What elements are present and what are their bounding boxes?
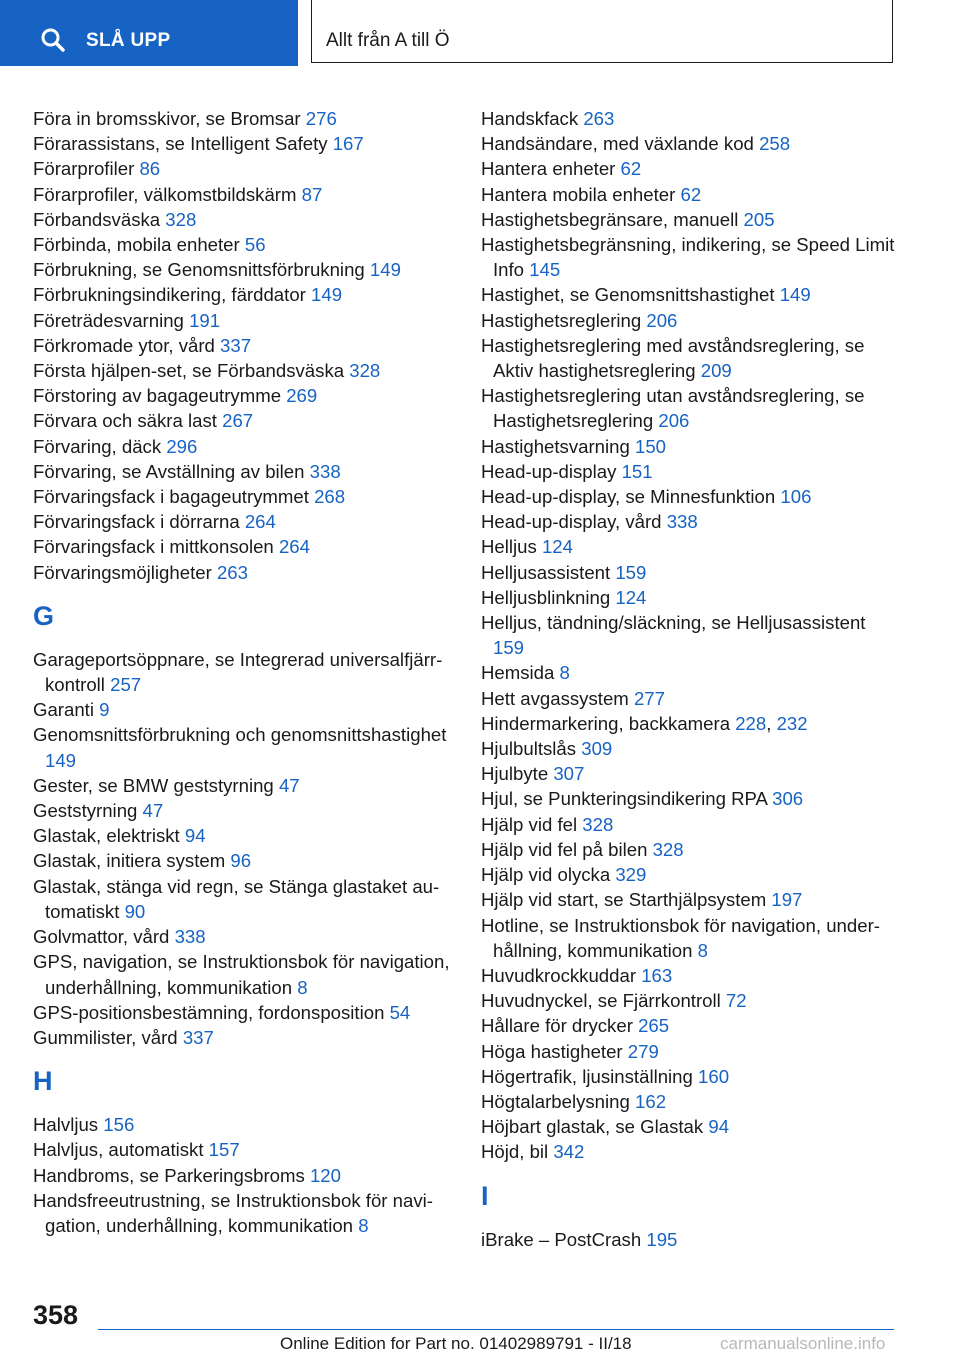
page-link[interactable]: 56 (244, 234, 266, 256)
page-link[interactable]: 162 (635, 1090, 667, 1112)
index-entry-text: Högertrafik, ljusinställning (481, 1065, 699, 1087)
page-link[interactable]: 8 (697, 939, 708, 961)
watermark: carmanualsonline.info (720, 1334, 886, 1353)
page-link[interactable]: 157 (208, 1139, 240, 1161)
page-link[interactable]: 163 (641, 964, 673, 986)
page-link[interactable]: 62 (620, 158, 642, 180)
page-link[interactable]: 279 (627, 1040, 659, 1062)
page-link[interactable]: 328 (165, 208, 197, 230)
index-entry-text: iBrake – PostCrash (481, 1228, 647, 1250)
index-entry (33, 798, 453, 823)
page-link[interactable]: 159 (493, 637, 525, 659)
page-link[interactable]: 120 (309, 1164, 341, 1186)
page-link[interactable]: 145 (529, 259, 561, 281)
section-title-tab (311, 0, 893, 63)
index-entry (33, 182, 453, 207)
search-icon (40, 27, 66, 53)
index-entry-text: Hållare för drycker (481, 1015, 639, 1037)
index-entry-text: Hjälp vid fel på bilen (481, 838, 653, 860)
page-link[interactable]: 156 (103, 1114, 135, 1136)
index-entry-text: Förvaringsfack i mittkonsolen (33, 536, 279, 558)
index-entry (481, 786, 901, 811)
page-link[interactable]: 9 (99, 699, 110, 721)
index-entry-text: Hjälp vid start, se Starthjälpsystem (481, 889, 772, 911)
index-entry-text: Genomsnittsförbrukning och genomsnittshastighet (33, 724, 447, 746)
index-entry-text: Förvara och säkra last (33, 410, 223, 432)
index-entry-text: Förbrukning, se Genomsnittsförbrukning (33, 259, 370, 281)
index-entry (33, 484, 453, 509)
index-entry (33, 560, 453, 585)
index-entry (481, 131, 901, 156)
page-link[interactable]: 197 (771, 889, 803, 911)
index-entry (481, 812, 901, 837)
index-entry-text: Förkromade ytor, vård (33, 334, 221, 356)
index-entry (33, 434, 453, 459)
index-entry-text: Hjälp vid olycka (481, 864, 616, 886)
page-link[interactable]: 47 (142, 800, 164, 822)
index-entry-text: Handskfack (481, 108, 584, 129)
index-entry (33, 1000, 453, 1025)
page-number: 358 (33, 1300, 79, 1330)
page-link[interactable]: 276 (305, 108, 337, 129)
index-entry (481, 182, 901, 207)
index-entry (481, 1227, 901, 1252)
index-entry (481, 308, 901, 333)
index-entry-text: Gester, se BMW geststyrning (33, 774, 279, 796)
index-column-left (33, 106, 453, 1238)
page-link[interactable]: 328 (349, 360, 381, 382)
index-entry-text: Förbinda, mobila enheter (33, 234, 245, 256)
page-link[interactable]: 264 (278, 536, 310, 558)
index-entry-text: Förvaring, se Avställning av bilen (33, 460, 310, 482)
index-entry-text: Geststyrning (33, 800, 143, 822)
index-entry (33, 131, 453, 156)
top-navigation (0, 0, 960, 66)
page-link[interactable]: 265 (638, 1015, 670, 1037)
page-link[interactable]: 47 (278, 774, 300, 796)
index-entry-text: Helljus, tändning/släckning, se Helljusassistent (481, 612, 866, 634)
index-entry (33, 924, 453, 949)
index-entry (481, 1064, 901, 1089)
index-entry (33, 773, 453, 798)
index-entry (481, 156, 901, 181)
index-entry-text: Förstoring av bagageutrymme (33, 385, 287, 407)
page-link[interactable]: 150 (635, 435, 667, 457)
index-entry-text: Golvmattor, vård (33, 926, 175, 948)
page-link[interactable]: 191 (189, 309, 221, 331)
index-entry (481, 1139, 901, 1164)
index-entry (33, 697, 453, 722)
page-link[interactable]: 306 (772, 788, 804, 810)
index-entry (481, 913, 901, 963)
index-entry (33, 232, 453, 257)
page-link[interactable]: 277 (633, 687, 665, 709)
page-link[interactable]: 206 (658, 410, 690, 432)
page-link[interactable]: 159 (615, 561, 647, 583)
index-entry (481, 484, 901, 509)
index-entry-text: Förvaringsfack i bagageutrymmet (33, 486, 315, 508)
index-entry (33, 333, 453, 358)
index-entry (33, 156, 453, 181)
index-entry-text: Hantera mobila enheter (481, 183, 681, 205)
page-link[interactable]: 90 (124, 900, 146, 922)
index-entry-text: Hjul, se Punkteringsindikering RPA (481, 788, 773, 810)
page-link[interactable]: 296 (166, 435, 198, 457)
index-entry (481, 207, 901, 232)
index-entry (481, 887, 901, 912)
index-entry-text: Head-up-display, vård (481, 511, 667, 533)
page-link[interactable]: 258 (759, 133, 791, 155)
index-entry (33, 257, 453, 282)
index-entry-text: Glastak, stänga vid regn, se Stänga glastaket automatiskt (33, 875, 440, 922)
index-entry (481, 761, 901, 786)
page-link[interactable]: 206 (646, 309, 678, 331)
index-entry (481, 736, 901, 761)
index-entry-text: Hjulbyte (481, 763, 554, 785)
index-entry-text: Hindermarkering, backkamera (481, 712, 736, 734)
page-link[interactable]: 195 (646, 1228, 678, 1250)
page-link[interactable]: 167 (332, 133, 364, 155)
page-link[interactable]: 263 (583, 108, 615, 129)
index-entry (481, 534, 901, 559)
page-link[interactable]: 342 (553, 1141, 585, 1163)
index-entry-text: GPS, navigation, se Instruktionsbok för navigation, underhållning, kommunikation (33, 951, 450, 998)
index-entry (481, 282, 901, 307)
index-entry (33, 383, 453, 408)
index-entry (481, 434, 901, 459)
page-link[interactable]: 328 (652, 838, 684, 860)
index-entry (33, 1188, 453, 1238)
page-separator: , (766, 712, 777, 734)
index-entry-text: Förbrukningsindikering, färddator (33, 284, 312, 306)
page-link[interactable]: 124 (615, 586, 647, 608)
index-letter-heading: I (481, 1180, 489, 1211)
page-link[interactable]: 106 (780, 486, 812, 508)
page-link[interactable]: 149 (45, 749, 77, 771)
index-entry-text: Hastighetsvarning (481, 435, 635, 457)
index-entry-text: Första hjälpen-set, se Förbandsväska (33, 360, 350, 382)
index-entry (481, 459, 901, 484)
index-entry (33, 1025, 453, 1050)
page-link[interactable]: 8 (559, 662, 570, 684)
index-entry-text: Hastighetsbegränsning, indikering, se Speed Limit Info (481, 234, 895, 281)
page-link[interactable]: 263 (216, 561, 248, 583)
index-entry (33, 282, 453, 307)
index-entry (481, 988, 901, 1013)
index-entry-text: Gummilister, vård (33, 1026, 183, 1048)
index-entry-text: Höjbart glastak, se Glastak (481, 1116, 709, 1138)
index-entry (481, 963, 901, 988)
index-entry (481, 383, 901, 433)
index-entry (481, 711, 901, 736)
index-entry (33, 1163, 453, 1188)
index-entry-text: Helljus (481, 536, 542, 558)
index-entry-text: Hastighetsbegränsare, manuell (481, 208, 744, 230)
index-entry-text: Hett avgassystem (481, 687, 634, 709)
search-button[interactable] (0, 0, 298, 66)
index-entry-text: Head-up-display, se Minnesfunktion (481, 486, 781, 508)
page-link[interactable]: 337 (182, 1026, 214, 1048)
index-entry (33, 874, 453, 924)
index-entry-text: Hastighetsreglering med avståndsreglering, se Aktiv hastighetsreglering (481, 334, 865, 382)
index-entry (33, 358, 453, 383)
page-link[interactable]: 329 (615, 864, 647, 886)
index-entry-text: Head-up-display (481, 460, 622, 482)
page-link[interactable]: 338 (174, 926, 206, 948)
index-entry (481, 610, 901, 660)
page-link[interactable]: 309 (581, 738, 613, 760)
page-link[interactable]: 62 (680, 183, 702, 205)
index-entry (481, 1114, 901, 1139)
index-entry (33, 949, 453, 999)
page-link[interactable]: 268 (314, 486, 346, 508)
index-entry-text: Hastighetsreglering utan avståndsreglering, se Hastighetsreglering (481, 385, 865, 432)
index-entry (33, 647, 453, 697)
page-link[interactable]: 86 (139, 158, 161, 180)
index-entry (481, 686, 901, 711)
page-link[interactable]: 149 (369, 259, 401, 281)
index-entry-text: Hemsida (481, 662, 560, 684)
index-entry (481, 660, 901, 685)
index-entry-text: Glastak, elektriskt (33, 825, 185, 847)
page-link[interactable]: 267 (222, 410, 254, 432)
index-entry-text: Huvudnyckel, se Fjärrkontroll (481, 990, 726, 1012)
index-entry (481, 560, 901, 585)
page-link[interactable]: 94 (184, 825, 206, 847)
page-link[interactable]: 8 (358, 1214, 369, 1236)
page-link[interactable]: 149 (779, 284, 811, 306)
index-entry-text: GPS-positionsbestämning, fordonsposition (33, 1001, 390, 1023)
page-link[interactable]: 54 (389, 1001, 411, 1023)
page-link[interactable]: 205 (743, 208, 775, 230)
index-entry (33, 1112, 453, 1137)
page-link[interactable]: 87 (301, 183, 323, 205)
index-entry (481, 509, 901, 534)
index-entry (481, 585, 901, 610)
index-entry-text: Hastighetsreglering (481, 309, 647, 331)
index-entry-text: Högtalarbelysning (481, 1090, 636, 1112)
index-entry-text: Hantera enheter (481, 158, 621, 180)
page-link[interactable]: 149 (311, 284, 343, 306)
page-link[interactable]: 96 (230, 850, 252, 872)
index-entry (481, 106, 901, 131)
index-entry-text: Garanti (33, 699, 100, 721)
index-entry-text: Helljusblinkning (481, 586, 616, 608)
index-entry-text: Höga hastigheter (481, 1040, 628, 1062)
index-entry (33, 459, 453, 484)
page-link[interactable]: 307 (553, 763, 585, 785)
index-entry (33, 308, 453, 333)
index-entry-text: Hjulbultslås (481, 738, 582, 760)
index-entry (481, 232, 901, 282)
index-entry-text: Glastak, initiera system (33, 850, 231, 872)
index-entry-text: Höjd, bil (481, 1141, 554, 1163)
index-entry (33, 848, 453, 873)
page-link[interactable]: 257 (110, 674, 142, 696)
index-entry-text: Handbroms, se Parkeringsbroms (33, 1164, 310, 1186)
index-letter-heading: H (33, 1066, 53, 1097)
index-entry (481, 862, 901, 887)
index-entry (33, 207, 453, 232)
page-link[interactable]: 232 (776, 712, 808, 734)
index-entry-text: Förarprofiler (33, 158, 140, 180)
page-link[interactable]: 338 (309, 460, 341, 482)
page-link[interactable]: 160 (698, 1065, 730, 1087)
index-entry-text: Halvljus (33, 1114, 104, 1136)
page-link[interactable]: 124 (541, 536, 573, 558)
index-entry-text: Föra in bromsskivor, se Bromsar (33, 108, 306, 129)
page-link[interactable]: 151 (621, 460, 653, 482)
index-entry-text: Garageportsöppnare, se Integrerad universalfjärrkontroll (33, 648, 443, 696)
index-entry (33, 1137, 453, 1162)
page-link[interactable]: 94 (708, 1116, 730, 1138)
index-entry (481, 1089, 901, 1114)
index-entry-text: Förarassistans, se Intelligent Safety (33, 133, 333, 155)
index-entry-text: Förvaring, däck (33, 435, 167, 457)
index-letter-heading: G (33, 600, 55, 631)
index-column-right (481, 106, 901, 1252)
index-entry-text: Handsändare, med växlande kod (481, 133, 760, 155)
page-link[interactable]: 264 (244, 511, 276, 533)
page-link[interactable]: 338 (666, 511, 698, 533)
index-entry (481, 1039, 901, 1064)
page-link[interactable]: 269 (286, 385, 318, 407)
footer-divider (98, 1329, 894, 1330)
index-entry (33, 722, 453, 772)
index-entry-text: Halvljus, automatiskt (33, 1139, 209, 1161)
index-entry (33, 106, 453, 131)
page-link[interactable]: 72 (725, 990, 747, 1012)
index-entry-text: Företrädesvarning (33, 309, 190, 331)
index-entry (33, 534, 453, 559)
page-link[interactable]: 337 (220, 334, 252, 356)
index-entry (481, 837, 901, 862)
search-label: SLÅ UPP (86, 30, 171, 51)
index-entry (33, 509, 453, 534)
index-entry-text: Förarprofiler, välkomstbildskärm (33, 183, 302, 205)
page-link[interactable]: 228 (735, 712, 767, 734)
page-link[interactable]: 209 (700, 360, 732, 382)
index-entry-text: Hastighet, se Genomsnittshastighet (481, 284, 780, 306)
page-link[interactable]: 328 (582, 813, 614, 835)
index-entry-text: Helljusassistent (481, 561, 616, 583)
index-entry-text: Huvudkrockkuddar (481, 964, 642, 986)
index-entry (33, 408, 453, 433)
page-link[interactable]: 8 (297, 976, 308, 998)
edition-note: Online Edition for Part no. 01402989791 - II/18 (280, 1334, 632, 1353)
index-entry (481, 1013, 901, 1038)
index-entry (33, 823, 453, 848)
index-entry-text: Förvaringsmöjligheter (33, 561, 217, 583)
index-entry-text: Hotline, se Instruktionsbok för navigation, underhållning, kommunikation (481, 914, 880, 961)
index-entry-text: Hjälp vid fel (481, 813, 583, 835)
index-entry-text: Förvaringsfack i dörrarna (33, 511, 245, 533)
index-entry-text: Handsfreeutrustning, se Instruktionsbok för navigation, underhållning, kommunikation (33, 1189, 433, 1236)
index-entry-text: Förbandsväska (33, 208, 166, 230)
index-entry (481, 333, 901, 383)
section-title: Allt från A till Ö (326, 30, 450, 51)
